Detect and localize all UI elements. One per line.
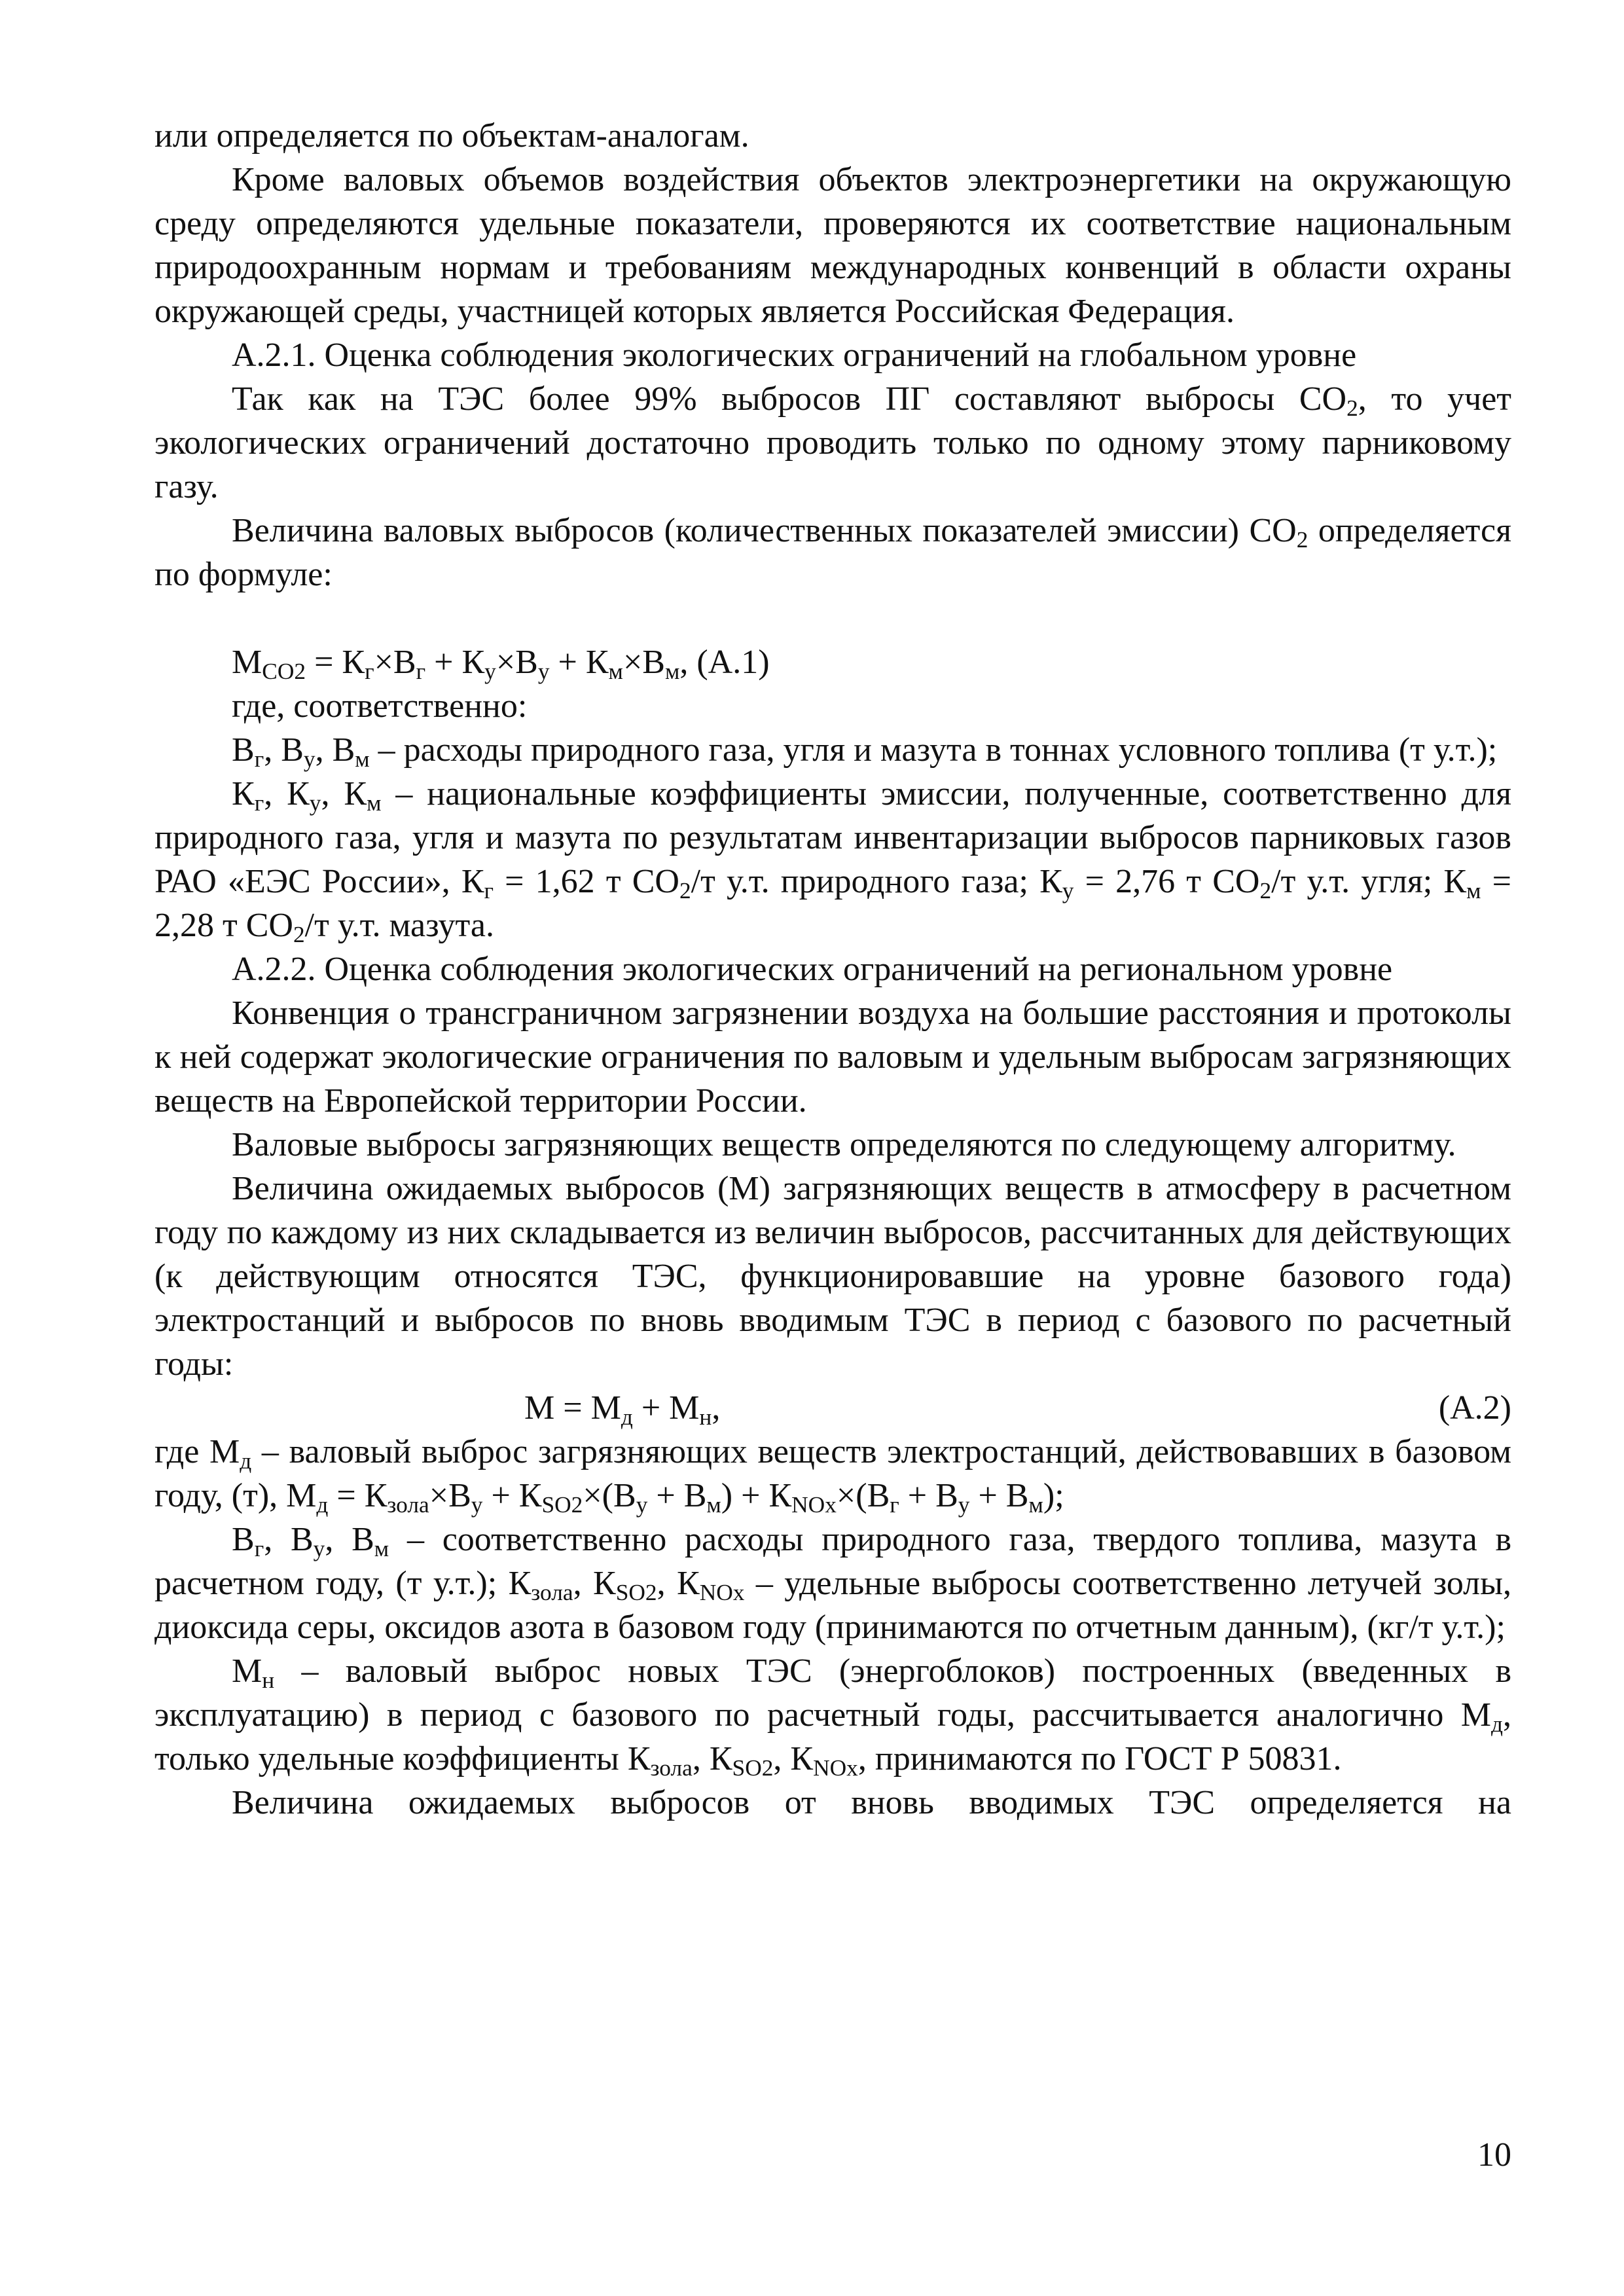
- subscript: СО2: [262, 657, 306, 684]
- subscript: м: [664, 657, 680, 684]
- subscript: у: [303, 745, 316, 772]
- subscript: д: [621, 1403, 633, 1430]
- section-heading-a22: [154, 947, 1511, 991]
- symbol: В: [613, 1477, 636, 1514]
- text-run: ,: [315, 731, 333, 769]
- symbol: К: [1443, 863, 1467, 900]
- text-run: ,: [264, 775, 287, 812]
- subscript: д: [1491, 1710, 1503, 1737]
- text-run: , принимаются по ГОСТ Р 50831.: [857, 1740, 1342, 1777]
- text-run: = 1,62 т СО: [494, 863, 679, 900]
- symbol: К: [342, 644, 365, 681]
- subscript: г: [254, 1535, 264, 1561]
- paragraph-where: [154, 684, 1511, 728]
- symbol: В: [290, 1521, 314, 1558]
- subscript: г: [254, 745, 264, 772]
- subscript: у: [1062, 877, 1074, 903]
- symbol: М: [1460, 1696, 1491, 1734]
- paragraph-co2-formula-intro: [154, 509, 1511, 596]
- symbol: К: [677, 1565, 700, 1602]
- document-body: [154, 114, 1511, 1825]
- paragraph-text: Конвенция о трансграничном загрязнении воздуха на большие расстояния и протоколы к ней содержат экологические ограничения по валовым и удельным выбросам загрязняющих веществ на Европейской территории России.: [154, 994, 1511, 1120]
- symbol: К: [768, 1477, 792, 1514]
- section-heading-a21: [154, 333, 1511, 377]
- subscript: NOx: [813, 1754, 858, 1781]
- subscript: 2: [679, 877, 691, 903]
- symbol: К: [461, 863, 484, 900]
- text-run: /т у.т. угля;: [1271, 863, 1444, 900]
- symbol: К: [790, 1740, 814, 1777]
- symbol: М: [232, 644, 262, 681]
- subscript: м: [367, 789, 382, 816]
- symbol: В: [935, 1477, 958, 1514]
- symbol: В: [352, 1521, 374, 1558]
- operator: ): [721, 1477, 733, 1514]
- subscript: у: [537, 657, 550, 684]
- operator: =: [306, 644, 342, 681]
- heading-text: А.2.1. Оценка соблюдения экологических ограничений на глобальном уровне: [232, 337, 1357, 374]
- symbol: К: [461, 644, 485, 681]
- operator: +: [647, 1477, 684, 1514]
- subscript: зола: [650, 1754, 693, 1781]
- subscript: у: [313, 1535, 325, 1561]
- operator: +: [732, 1477, 769, 1514]
- operator: +: [899, 1477, 936, 1514]
- text-run: );: [1043, 1477, 1064, 1514]
- operator: +: [969, 1477, 1006, 1514]
- symbol: К: [364, 1477, 388, 1514]
- subscript: 2: [1346, 394, 1358, 421]
- operator: ×: [374, 644, 393, 681]
- symbol: М: [209, 1433, 240, 1470]
- symbol: В: [867, 1477, 890, 1514]
- page-number: 10: [1477, 2136, 1511, 2174]
- text-run: ,: [264, 1521, 291, 1558]
- symbol: М: [286, 1477, 317, 1514]
- paragraph-md-definition: [154, 1430, 1511, 1518]
- paragraph-text: Валовые выбросы загрязняющих веществ определяются по следующему алгоритму.: [232, 1126, 1456, 1163]
- subscript: у: [636, 1491, 648, 1518]
- paragraph-continuation: [154, 114, 1511, 158]
- operator: =: [554, 1389, 591, 1427]
- formula-number: , (А.1): [679, 644, 770, 681]
- operator: ×: [623, 644, 643, 681]
- subscript: м: [608, 657, 623, 684]
- subscript: д: [240, 1447, 252, 1474]
- subscript: у: [484, 657, 496, 684]
- blank-line: [154, 596, 1511, 640]
- symbol: В: [642, 644, 665, 681]
- subscript: 2: [1259, 877, 1272, 903]
- paragraph-text: где, соответственно:: [232, 687, 528, 725]
- symbol: В: [1005, 1477, 1029, 1514]
- formula-expression: [524, 1386, 720, 1430]
- text-run: , только удельные коэффициенты: [154, 1696, 1511, 1777]
- symbol: К: [709, 1740, 732, 1777]
- subscript: SO2: [732, 1754, 774, 1781]
- operator: =: [328, 1477, 365, 1514]
- formula-a2: [154, 1386, 1511, 1430]
- subscript: у: [958, 1491, 970, 1518]
- operator: ×(: [836, 1477, 867, 1514]
- subscript: зола: [387, 1491, 429, 1518]
- subscript: м: [374, 1535, 389, 1561]
- text-run: Величина валовых выбросов (количественных показателей эмиссии) СО: [232, 512, 1297, 549]
- subscript: у: [309, 789, 321, 816]
- paragraph-new-plants-expected: [154, 1781, 1511, 1825]
- text-run: – валовый выброс загрязняющих веществ электростанций, действовавших в базовом году, (т),: [154, 1433, 1511, 1514]
- symbol: К: [287, 775, 310, 812]
- symbol: В: [232, 731, 255, 769]
- operator: ×: [496, 644, 516, 681]
- symbol: К: [1039, 863, 1062, 900]
- text-run: определяется по формуле:: [154, 512, 1511, 593]
- text-run: – расходы природного газа, угля и мазута в тоннах условного топлива (т у.т.);: [369, 731, 1498, 769]
- subscript: н: [699, 1403, 712, 1430]
- paragraph-fuel-consumption: [154, 728, 1511, 772]
- subscript: м: [706, 1491, 721, 1518]
- operator: +: [482, 1477, 519, 1514]
- text-run: – национальные коэффициенты эмиссии, полученные, соответственно для природного газа, угля и мазута по результатам инвентаризации выбросов парниковых газов РАО «ЕЭС России»,: [154, 775, 1511, 900]
- text-run: ,: [692, 1740, 710, 1777]
- subscript: г: [890, 1491, 899, 1518]
- symbol: К: [585, 644, 609, 681]
- paragraph-specific-emissions: [154, 1518, 1511, 1649]
- paragraph-convention: [154, 991, 1511, 1123]
- text-run: , то учет экологических ограничений достаточно проводить только по одному этому парниковому газу.: [154, 380, 1512, 505]
- symbol: К: [344, 775, 367, 812]
- text-run: где: [154, 1433, 209, 1470]
- subscript: 2: [293, 920, 305, 947]
- subscript: NOx: [699, 1578, 745, 1605]
- subscript: м: [1028, 1491, 1043, 1518]
- subscript: д: [316, 1491, 329, 1518]
- subscript: г: [254, 789, 264, 816]
- subscript: у: [471, 1491, 483, 1518]
- formula-a1: [154, 640, 1511, 684]
- subscript: н: [262, 1666, 275, 1693]
- paragraph-text: или определяется по объектам-аналогам.: [154, 117, 749, 155]
- paragraph-emission-coefficients: [154, 772, 1511, 947]
- heading-text: А.2.2. Оценка соблюдения экологических ограничений на региональном уровне: [232, 951, 1393, 988]
- symbol: М: [590, 1389, 621, 1427]
- operator: ×: [429, 1477, 449, 1514]
- paragraph-expected-emissions: [154, 1167, 1511, 1386]
- text-run: ,: [325, 1521, 352, 1558]
- text-run: /т у.т. мазута.: [304, 907, 494, 944]
- paragraph-text: Величина ожидаемых выбросов от вновь вводимых ТЭС определяется на: [232, 1784, 1511, 1821]
- paragraph-co2-share: [154, 377, 1511, 509]
- symbol: М: [524, 1389, 555, 1427]
- symbol: В: [448, 1477, 471, 1514]
- text-run: Так как на ТЭС более 99% выбросов ПГ составляют выбросы СО: [232, 380, 1347, 418]
- text-run: ,: [773, 1740, 791, 1777]
- paragraph-text: Величина ожидаемых выбросов (М) загрязняющих веществ в атмосферу в расчетном году по каждому из них складывается из величин выбросов, рассчитанных для действующих (к действующим относятся ТЭС, функционировавшие на уровне базового года) электростанций и выбросов по вновь вводимым ТЭС в период с базового по расчетный годы:: [154, 1170, 1511, 1383]
- symbol: В: [393, 644, 416, 681]
- symbol: К: [232, 775, 255, 812]
- symbol: В: [332, 731, 355, 769]
- paragraph-new-plants: [154, 1649, 1511, 1781]
- symbol: К: [593, 1565, 616, 1602]
- text-run: ,: [657, 1565, 677, 1602]
- subscript: г: [484, 877, 494, 903]
- subscript: г: [365, 657, 374, 684]
- paragraph-text: Кроме валовых объемов воздействия объектов электроэнергетики на окружающую среду определяются удельные показатели, проверяются их соответствие национальным природоохранным нормам и требованиям международных конвенций в области охраны окружающей среды, участницей которых является Российская Федерация.: [154, 161, 1511, 330]
- paragraph-algorithm: [154, 1123, 1511, 1167]
- text-run: – соответственно расходы природного газа, твердого топлива, мазута в расчетном году, (т у.т.);: [154, 1521, 1512, 1602]
- text-run: ,: [712, 1389, 721, 1427]
- subscript: г: [416, 657, 426, 684]
- symbol: К: [508, 1565, 532, 1602]
- symbol: К: [518, 1477, 542, 1514]
- operator: +: [632, 1389, 670, 1427]
- symbol: В: [515, 644, 538, 681]
- text-run: = 2,28 т СО: [154, 863, 1511, 944]
- text-run: /т у.т. природного газа;: [691, 863, 1040, 900]
- subscript: 2: [1296, 526, 1308, 553]
- subscript: м: [355, 745, 370, 772]
- text-run: = 2,76 т СО: [1074, 863, 1260, 900]
- operator: +: [425, 644, 462, 681]
- symbol: М: [669, 1389, 700, 1427]
- symbol: В: [281, 731, 304, 769]
- symbol: В: [232, 1521, 255, 1558]
- subscript: SO2: [615, 1578, 657, 1605]
- text-run: – валовый выброс новых ТЭС (энергоблоков) построенных (введенных в эксплуатацию) в период с базового по расчетный годы, рассчитывается аналогично: [154, 1652, 1511, 1734]
- subscript: м: [1466, 877, 1481, 903]
- operator: +: [549, 644, 586, 681]
- symbol: К: [627, 1740, 651, 1777]
- paragraph-indicators: [154, 158, 1511, 333]
- text-run: – удельные выбросы соответственно летучей золы, диоксида серы, оксидов азота в базовом году (принимаются по отчетным данным), (кг/т у.т.);: [154, 1565, 1512, 1646]
- subscript: зола: [531, 1578, 573, 1605]
- text-run: ,: [321, 775, 344, 812]
- symbol: В: [683, 1477, 707, 1514]
- text-run: ,: [264, 731, 281, 769]
- operator: ×(: [583, 1477, 614, 1514]
- formula-number: (А.2): [1438, 1389, 1511, 1427]
- text-run: ,: [573, 1565, 594, 1602]
- subscript: NOx: [791, 1491, 837, 1518]
- subscript: SO2: [541, 1491, 583, 1518]
- symbol: М: [232, 1652, 262, 1690]
